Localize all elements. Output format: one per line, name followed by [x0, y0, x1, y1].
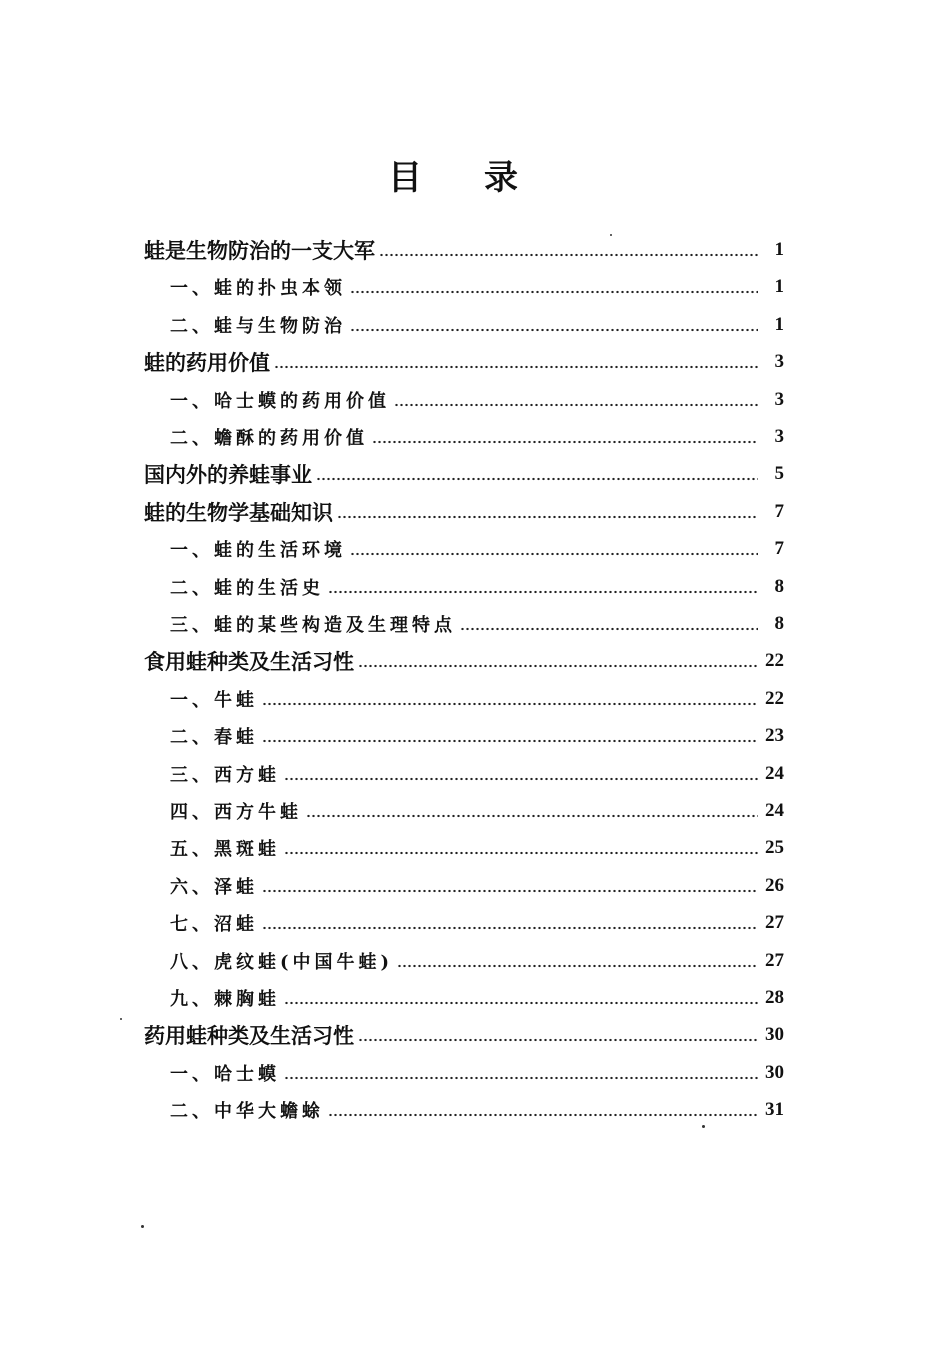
dot-leader — [372, 440, 758, 444]
dot-leader — [262, 702, 758, 706]
toc-entry-title: 蛙的生物学基础知识 — [144, 499, 333, 525]
toc-page-number: 26 — [765, 874, 784, 896]
toc-section — [170, 683, 784, 715]
dot-leader — [397, 964, 758, 968]
toc-page-number: 27 — [765, 912, 784, 934]
toc-section — [170, 1094, 784, 1126]
dot-leader — [284, 777, 758, 781]
toc-page-number: 30 — [765, 1024, 784, 1046]
toc-page-number: 31 — [765, 1099, 784, 1121]
toc-entry-title: 八、虎纹蛙(中国牛蛙) — [170, 951, 394, 973]
toc-section — [170, 945, 784, 977]
dot-leader — [460, 627, 758, 631]
toc-page-number: 5 — [774, 463, 784, 485]
toc-section — [170, 720, 784, 752]
scan-speck — [702, 1125, 705, 1128]
toc-section — [170, 1057, 784, 1089]
toc-entry-title: 二、春蛙 — [170, 727, 258, 749]
toc-section — [170, 271, 784, 303]
title-char-1: 目 — [388, 158, 422, 198]
toc-section — [170, 758, 784, 790]
dot-leader — [284, 851, 758, 855]
toc-section — [170, 832, 784, 864]
toc-section — [170, 533, 784, 565]
dot-leader — [328, 1113, 758, 1117]
toc-section — [170, 309, 784, 341]
dot-leader — [262, 926, 758, 930]
toc-entry-title: 蛙是生物防治的一支大军 — [144, 238, 375, 263]
toc-entry-title: 一、哈士蟆的药用价值 — [170, 390, 390, 412]
toc-entry-title: 五、黑斑蛙 — [170, 839, 280, 861]
toc-chapter — [144, 234, 784, 266]
scan-speck — [610, 234, 612, 236]
dot-leader — [358, 664, 758, 668]
toc-entry-title: 二、蛙的生活史 — [170, 577, 324, 599]
toc-entry-title: 二、蟾酥的药用价值 — [170, 428, 368, 449]
toc-page-number: 30 — [765, 1061, 784, 1083]
toc-entry-title: 三、西方蛙 — [170, 764, 280, 786]
toc-section — [170, 608, 784, 640]
dot-leader — [284, 1001, 758, 1005]
toc-chapter — [144, 1019, 784, 1051]
toc-entry-title: 九、棘胸蛙 — [170, 989, 280, 1010]
toc-page-number: 24 — [765, 800, 784, 821]
dot-leader — [350, 328, 758, 332]
toc-section — [170, 795, 784, 827]
toc-entry-title: 药用蛙种类及生活习性 — [144, 1023, 354, 1049]
toc-section — [170, 384, 784, 416]
toc-page-number: 24 — [765, 762, 784, 784]
toc-entry-title: 六、泽蛙 — [170, 876, 258, 898]
toc-entry-title: 四、西方牛蛙 — [170, 802, 302, 823]
toc-page-number: 27 — [765, 949, 784, 971]
dot-leader — [262, 889, 758, 893]
dot-leader — [394, 403, 758, 407]
toc-page-number: 23 — [765, 725, 784, 747]
toc-entry-title: 一、哈士蟆 — [170, 1063, 280, 1085]
title-char-2: 录 — [484, 158, 518, 198]
toc-page-number: 3 — [774, 388, 784, 410]
toc-page-number: 7 — [774, 500, 784, 522]
toc-page-number: 1 — [774, 239, 784, 260]
toc-entry-title: 食用蛙种类及生活习性 — [144, 649, 354, 675]
dot-leader — [262, 739, 758, 743]
toc-section — [170, 421, 784, 453]
toc-page-number: 8 — [774, 613, 784, 634]
dot-leader — [350, 552, 758, 556]
scan-speck — [120, 1018, 122, 1020]
dot-leader — [328, 590, 758, 594]
toc-section — [170, 982, 784, 1014]
toc-entry-title: 蛙的药用价值 — [144, 350, 270, 376]
toc-chapter — [144, 496, 784, 528]
toc-entry-title: 二、中华大蟾蜍 — [170, 1101, 324, 1123]
toc-entry-title: 一、蛙的生活环境 — [170, 540, 346, 562]
toc-page-number: 25 — [765, 837, 784, 859]
toc-entry-title: 七、沼蛙 — [170, 914, 258, 936]
dot-leader — [284, 1076, 758, 1080]
toc-entry-title: 三、蛙的某些构造及生理特点 — [170, 615, 456, 636]
toc-page-number: 7 — [774, 538, 784, 560]
toc-section — [170, 907, 784, 939]
page-title — [388, 156, 518, 200]
dot-leader — [379, 253, 758, 257]
dot-leader — [350, 290, 758, 294]
toc-chapter — [144, 346, 784, 378]
toc-page-number: 1 — [774, 313, 784, 335]
toc-page-number: 22 — [765, 687, 784, 709]
toc-entry-title: 一、蛙的扑虫本领 — [170, 278, 346, 300]
toc-page-number: 22 — [765, 650, 784, 672]
dot-leader — [306, 814, 758, 818]
dot-leader — [274, 365, 758, 369]
dot-leader — [358, 1038, 758, 1042]
dot-leader — [316, 477, 758, 481]
toc-section — [170, 571, 784, 603]
toc-chapter — [144, 645, 784, 677]
toc-chapter — [144, 458, 784, 490]
toc-section — [170, 870, 784, 902]
toc-entry-title: 国内外的养蛙事业 — [144, 462, 312, 488]
toc-entry-title: 二、蛙与生物防治 — [170, 315, 346, 337]
scan-speck — [141, 1225, 144, 1228]
toc-entry-title: 一、牛蛙 — [170, 689, 258, 711]
dot-leader — [337, 515, 758, 519]
toc-page-number: 28 — [765, 987, 784, 1008]
toc-page-number: 3 — [774, 351, 784, 373]
toc-page-number: 1 — [774, 276, 784, 298]
toc-page-number: 8 — [774, 575, 784, 597]
toc-page-number: 3 — [774, 426, 784, 447]
